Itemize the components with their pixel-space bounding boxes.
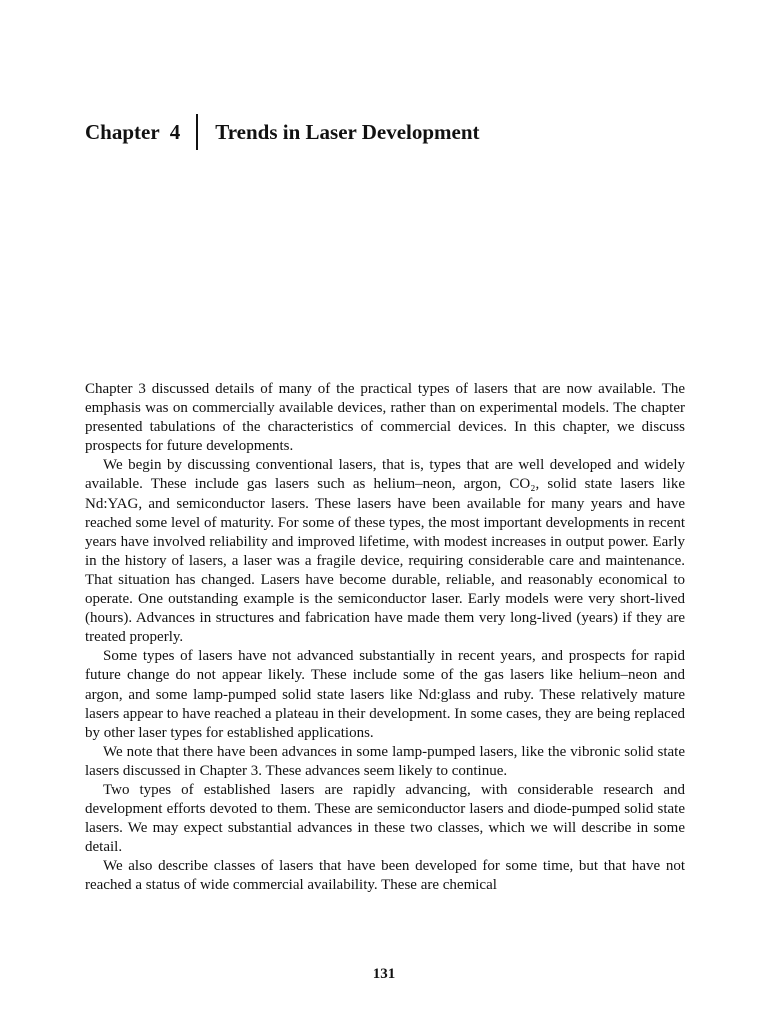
paragraph: Some types of lasers have not advanced substantially in recent years, and prospects for rapid future change do not appear likely. These include some of the gas lasers like helium–neon and argon, and some lamp-pumped solid state lasers like Nd:glass and ruby. These relatively mature lasers appear to have reached a plateau in their development. In some cases, they are being replaced by other laser types for established applications.: [85, 648, 685, 741]
chapter-body: [85, 380, 685, 896]
chapter-header: [85, 112, 480, 152]
paragraph: We also describe classes of lasers that have been developed for some time, but that have not reached a status of wide commercial availability. These are chemical: [85, 858, 685, 894]
paragraph: We note that there have been advances in some lamp-pumped lasers, like the vibronic solid state lasers discussed in Chapter 3. These advances seem likely to continue.: [85, 743, 685, 779]
paragraph: Chapter 3 discussed details of many of the practical types of lasers that are now available. The emphasis was on commercially available devices, rather than on experimental models. The chapter presented tabulations of the characteristics of commercial devices. In this chapter, we discuss prospects for future developments.: [85, 381, 685, 455]
chapter-title: Trends in Laser Development: [215, 119, 480, 144]
paragraph: We begin by discussing conventional lasers, that is, types that are well developed and widely available. These include gas lasers such as helium–neon, argon, CO₂, solid state lasers like Nd:YAG, and semiconductor lasers. These lasers have been available for many years and have reached some level of maturity. For some of these types, the most important developments in recent years have involved reliability and improved lifetime, with modest increases in output power. Early in the history of lasers, a laser was a fragile device, requiring considerable care and maintenance. That situation has changed. Lasers have become durable, reliable, and reasonably economical to operate. One outstanding example is the semiconductor laser. Early models were very short-lived (hours). Advances in structures and fabrication have made them very long-lived (years) if they are treated properly.: [85, 457, 685, 646]
page-number: 131: [372, 966, 396, 982]
header-divider: [196, 114, 198, 150]
paragraph: Two types of established lasers are rapidly advancing, with considerable research and development efforts devoted to them. These are semiconductor lasers and diode-pumped solid state lasers. We may expect substantial advances in these two classes, which we will describe in some detail.: [85, 781, 685, 856]
chapter-label: Chapter 4: [85, 119, 181, 144]
